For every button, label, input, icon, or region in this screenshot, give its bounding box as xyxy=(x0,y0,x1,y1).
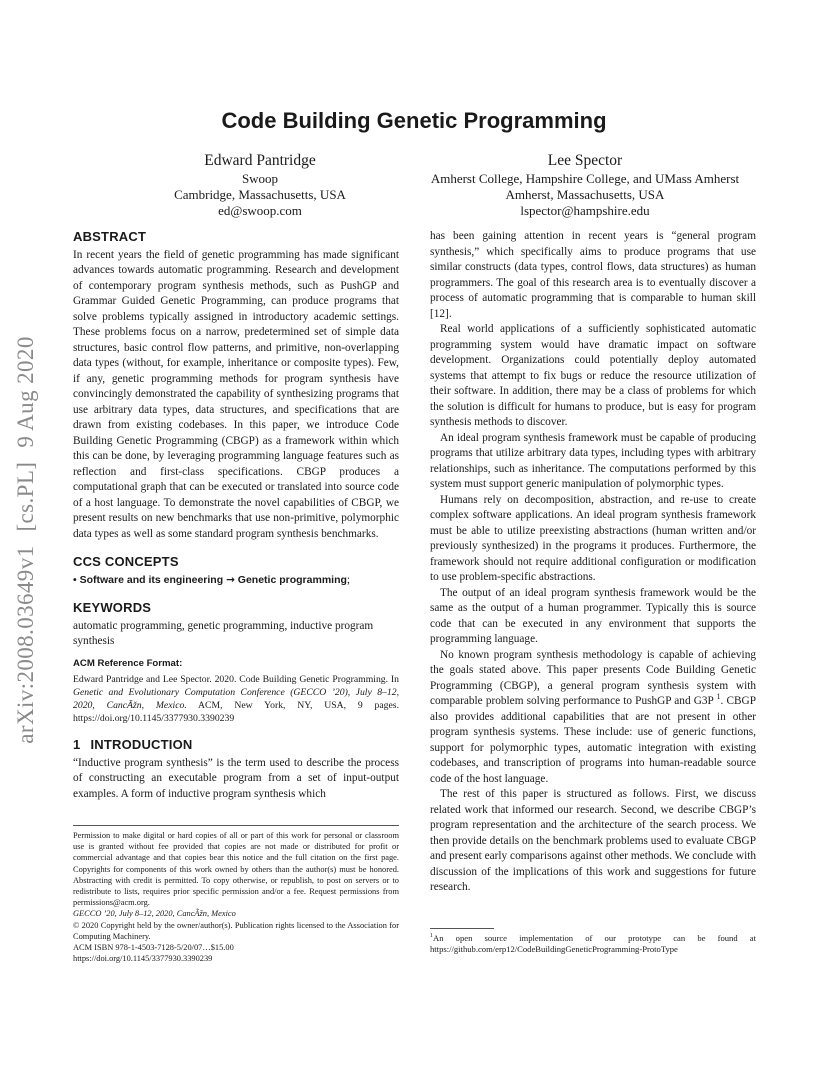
ccs-arrow: → xyxy=(226,573,235,586)
author-affiliation: Amherst College, Hampshire College, and UMass Amherst xyxy=(430,171,740,186)
permission-text: Permission to make digital or hard copies of all or part of this work for personal or classroom use is granted without fee provided that copies are not made or distributed for profit or commercial advantage and that copies bear this notice and the full citation on the first page. Copyrights for components of this work owned by others than the author(s) must be honored. Abstracting with credit is permitted. To copy otherwise, or republish, to post on servers or to redistribute to lists, requires prior specific permission and/or a fee. Request permissions from permissions@acm.org. xyxy=(73,831,399,908)
ccs-left: Software and its engineering xyxy=(79,573,224,586)
p6-after: . CBGP also provides additional capabilities that are not present in other program synthesis systems. These include: use of generic functions, support for polymorphic types, automatic integration with existing codebases, and transcription of programs into human-readable source code of the host language. xyxy=(430,695,756,785)
permission-block xyxy=(73,825,399,964)
section-title: INTRODUCTION xyxy=(90,737,193,752)
intro-paragraph-5: The output of an ideal program synthesis framework would be the same as the output of a human programmer. Typically this is source code that can be executed in any environment that supports the programming language. xyxy=(430,586,756,645)
author-block-2 xyxy=(400,151,770,219)
section-number: 1 xyxy=(73,737,81,752)
introduction-text-left: “Inductive program synthesis” is the term used to describe the process of constructing an executable program from a set of input-output examples. A form of inductive program synthesis which xyxy=(73,756,399,800)
intro-paragraph-4: Humans rely on decomposition, abstraction, and re-use to create complex software applications. An ideal program synthesis framework must be able to utilize preexisting abstractions (human written and/or previously synthesized) in the programs it produces. Furthermore, the framework should not require additional configuration or modification to use problem-specific abstractions. xyxy=(430,493,756,583)
arxiv-category: [cs.PL] xyxy=(13,461,38,532)
arxiv-id: arXiv:2008.03649v1 xyxy=(13,545,38,744)
footnote-text: An open source implementation of our prototype can be found at https://github.com/erp12/CodeBuildingGeneticProgramming-ProtoType xyxy=(430,933,756,955)
author-location: Cambridge, Massachusetts, USA xyxy=(174,187,346,202)
abstract-text: In recent years the field of genetic programming has made significant advances towards automatic programming. Research and development of contemporary program synthesis methods, such as PushGP and Grammar Guided Genetic Programming, can produce programs that solve problems typically assigned in introductory academic settings. These problems focus on a narrow, predetermined set of simple data structures, basic control flow patterns, and primitive, non-overlapping data types (without, for example, inheritance or composite types). Few, if any, genetic programming methods for program synthesis have convincingly demonstrated the capability of synthesizing programs that use arbitrary data types, data structures, and specifications that are drawn from existing codebases. In this paper, we introduce Code Building Genetic Programming (CBGP) as a framework within which this can be done, by leveraging programming language features such as reflection and first-class specifications. CBGP produces a computational graph that can be executed or translated into source code of a host language. To demonstrate the novel capabilities of CBGP, we present results on new benchmarks that use non-primitive, polymorphic data types as well as some standard program synthesis benchmarks. xyxy=(73,248,399,540)
arxiv-stamp xyxy=(13,329,39,750)
ccs-right: Genetic programming xyxy=(237,573,347,586)
author-name: Lee Spector xyxy=(547,152,623,169)
footnote xyxy=(430,933,756,956)
ccs-bullet: • xyxy=(73,573,77,586)
left-column xyxy=(73,229,399,802)
acm-ref-part2: ACM, New York, NY, USA, 9 pages. https://doi.org/10.1145/3377930.3390239 xyxy=(73,700,400,724)
footnote-mark: 1 xyxy=(430,933,434,940)
copyright-notice: © 2020 Copyright held by the owner/author(s). Publication rights licensed to the Association for Computing Machinery. xyxy=(73,920,399,941)
footnote-rule xyxy=(430,928,494,929)
author-name: Edward Pantridge xyxy=(204,152,316,169)
doi-link[interactable]: https://doi.org/10.1145/3377930.3390239 xyxy=(73,954,213,964)
intro-paragraph-6 xyxy=(430,648,756,788)
acm-reference-text xyxy=(73,673,399,725)
intro-paragraph-1: has been gaining attention in recent years is “general program synthesis,” which specifically aims to produce programs that use similar constructs (data types, control flows, data structures) as human programmers. The goal of this research area is to eventually discover a process of automatic programming that is comparable to human skill [12]. xyxy=(430,230,756,320)
acm-ref-venue: Genetic and Evolutionary Computation Conference (GECCO ’20), July 8–12, 2020, CancÃžn, Mexico. xyxy=(73,687,399,711)
keywords-text: automatic programming, genetic programming, inductive program synthesis xyxy=(73,619,374,647)
ccs-concepts xyxy=(73,573,399,589)
permission-venue: GECCO ’20, July 8–12, 2020, CancÃžn, Mexico xyxy=(73,909,236,919)
acm-reference-heading: ACM Reference Format: xyxy=(73,657,183,669)
introduction-heading xyxy=(73,737,399,753)
arxiv-date: 9 Aug 2020 xyxy=(13,336,38,448)
acm-ref-part1: Edward Pantridge and Lee Spector. 2020. Code Building Genetic Programming. In xyxy=(73,674,399,685)
intro-paragraph-2: Real world applications of a sufficiently sophisticated automatic programming system would have dramatic impact on software development. Organizations could potentially deploy automated systems that attempt to fix bugs or reduce the resource utilization of their software. In addition, there may be a class of problems for which the solution is difficult for humans to produce, but is easy for program synthesis methods to discover. xyxy=(430,323,756,428)
footnote-ref[interactable]: 1 xyxy=(716,692,721,702)
author-block-1 xyxy=(90,151,430,219)
intro-paragraph-3: An ideal program synthesis framework must be capable of producing programs that utilize arbitrary data types, including types with arbitrary relationships, such as inheritance. The computations performed by this system must support generic manipulation of polymorphic types. xyxy=(430,431,756,490)
author-location: Amherst, Massachusetts, USA xyxy=(505,187,665,202)
ccs-heading: CCS CONCEPTS xyxy=(73,554,179,569)
paper-title: Code Building Genetic Programming xyxy=(221,108,607,133)
right-column xyxy=(430,229,756,896)
author-email: lspector@hampshire.edu xyxy=(520,203,650,218)
author-affiliation: Swoop xyxy=(241,171,279,186)
p6-before: No known program synthesis methodology is capable of achieving the goals stated above. This paper presents Code Building Genetic Programming (CBGP), a general program synthesis system with comparable problem solving performance to PushGP and G3P xyxy=(430,648,756,707)
intro-paragraph-7: The rest of this paper is structured as follows. First, we discuss related work that informed our research. Second, we describe CBGP’s program representation and the architecture of the search process. We then provide details on the benchmark problems used to evaluate CBGP and present early comparisons against other methods. We conclude with discussion of the implications of this work and suggestions for future research. xyxy=(430,788,756,893)
isbn: ACM ISBN 978-1-4503-7128-5/20/07…$15.00 xyxy=(73,943,234,953)
keywords-heading: KEYWORDS xyxy=(73,600,152,615)
author-email: ed@swoop.com xyxy=(218,203,302,218)
ccs-end: ; xyxy=(346,573,351,586)
abstract-heading: ABSTRACT xyxy=(73,229,147,244)
